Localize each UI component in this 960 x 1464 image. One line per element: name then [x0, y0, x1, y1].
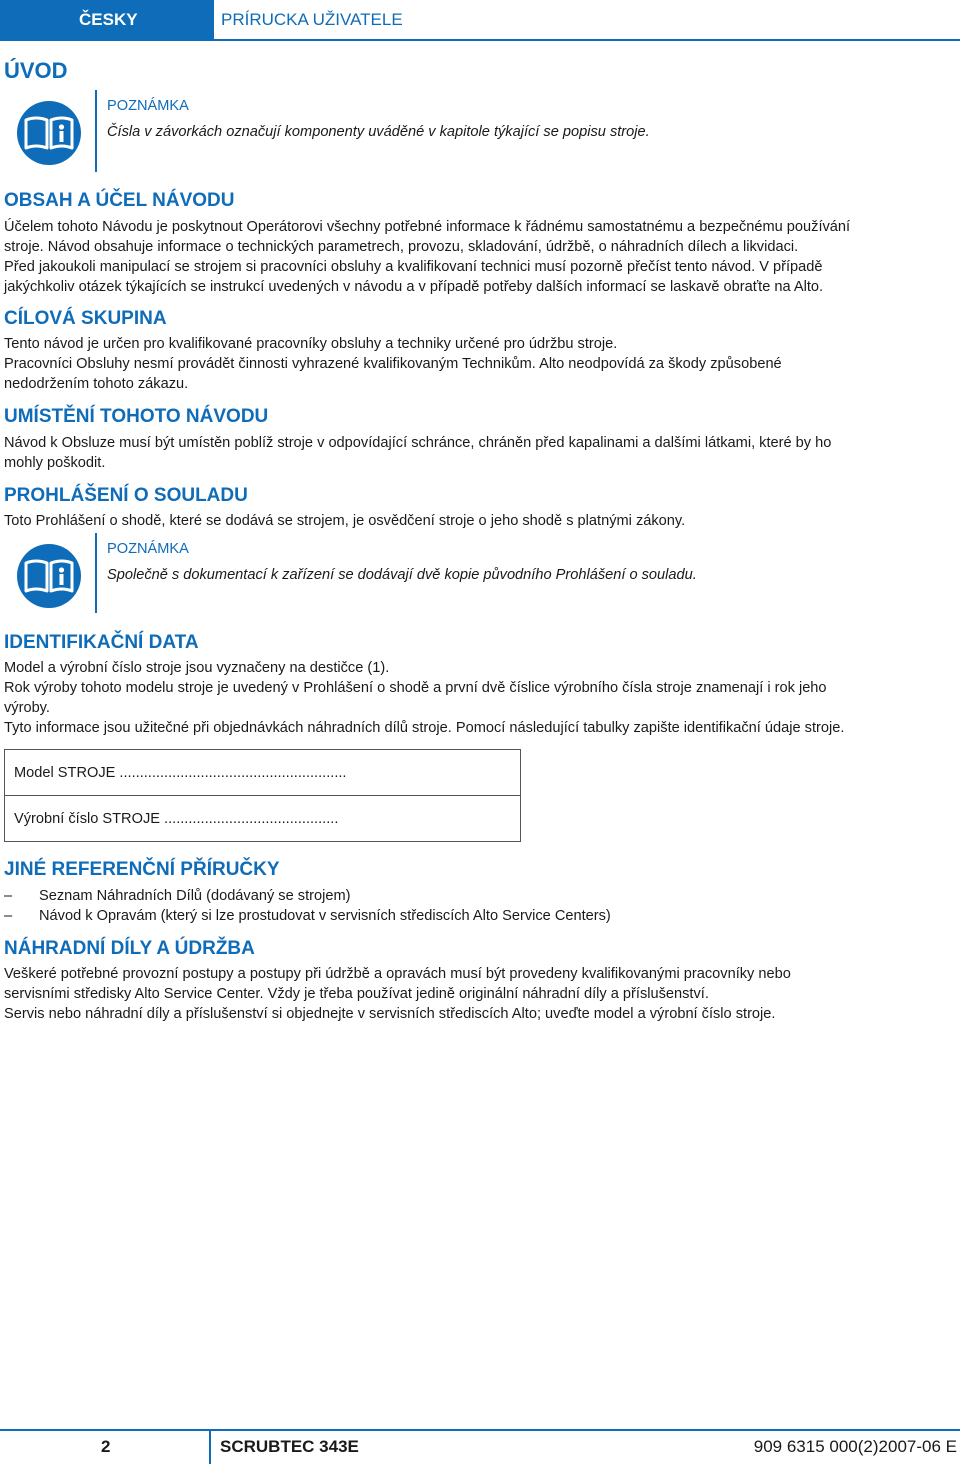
note-label: POZNÁMKA [107, 98, 189, 114]
text-line: Účelem tohoto Návodu je poskytnout Operátorovi všechny potřebné informace k řádnému samostatnému a bezpečnému používání [4, 219, 851, 235]
conformity-paragraph [4, 511, 956, 531]
text-line: Tento návod je určen pro kvalifikované pracovníky obsluhy a techniky určené pro údržbu stroje. [4, 336, 618, 352]
purpose-paragraph [4, 217, 956, 297]
text-line: Návod k Obsluze musí být umístěn poblíž stroje v odpovídající schránce, chráněn před kapalinami a dalšími látkami, které by ho [4, 435, 832, 451]
spare-parts-paragraph [4, 964, 956, 1024]
text-line: výroby. [4, 700, 50, 716]
text-line: Model a výrobní číslo stroje jsou vyznačeny na destičce (1). [4, 660, 390, 676]
footer-separator [209, 1431, 211, 1464]
page-number: 2 [101, 1437, 111, 1456]
manual-info-icon [16, 543, 82, 609]
location-title: UMÍSTĚNÍ TOHOTO NÁVODU [4, 406, 269, 427]
note-divider [95, 533, 97, 613]
list-item-text: Seznam Náhradních Dílů (dodávaný se strojem) [39, 888, 351, 904]
text-line: servisními středisky Alto Service Center. Vždy je třeba používat jedině originální náhradní díly a příslušenství. [4, 986, 709, 1002]
text-line: Před jakoukoli manipulací se strojem si pracovníci obsluhy a kvalifikovaní technici musí pozorně přečíst tento návod. V případě [4, 259, 823, 275]
target-group-title: CÍLOVÁ SKUPINA [4, 308, 167, 329]
manual-info-icon [16, 100, 82, 166]
text-line: Pracovníci Obsluhy nesmí provádět činnosti vyhrazené kvalifikovaným Technikům. Alto neodpovídá za škody způsobené [4, 356, 782, 372]
identification-title: IDENTIFIKAČNÍ DATA [4, 632, 199, 653]
target-group-paragraph [4, 334, 956, 394]
text-line: stroje. Návod obsahuje informace o technických parametrech, provozu, skladování, údržbě, o náhradních dílech a likvidaci. [4, 239, 799, 255]
header-divider [0, 39, 960, 41]
text-line: nedodržením tohoto zákazu. [4, 376, 189, 392]
list-item [4, 906, 611, 926]
identification-paragraph [4, 658, 956, 738]
text-line: Tyto informace jsou užitečné při objednávkách náhradních dílů stroje. Pomocí následující tabulky zapište identifikační údaje stroje. [4, 720, 845, 736]
serial-number-field[interactable]: Výrobní číslo STROJE ........................................... [14, 811, 339, 827]
note-label: POZNÁMKA [107, 541, 189, 557]
other-manuals-title: JINÉ REFERENČNÍ PŘÍRUČKY [4, 859, 280, 880]
intro-title: ÚVOD [4, 58, 68, 83]
document-code: 909 6315 000(2)2007-06 E [753, 1437, 957, 1456]
language-tab: ČESKY [0, 0, 214, 39]
list-item [4, 886, 611, 906]
identification-table [4, 749, 521, 842]
other-manuals-list [4, 886, 611, 926]
text-line: Veškeré potřebné provozní postupy a postupy při údržbě a opravách musí být provedeny kvalifikovanými pracovníky nebo [4, 966, 791, 982]
note-text: Společně s dokumentací k zařízení se dodávají dvě kopie původního Prohlášení o souladu. [107, 567, 697, 583]
conformity-title: PROHLÁŠENÍ O SOULADU [4, 485, 248, 506]
conformity-note [0, 533, 960, 613]
manual-title: PRÍRUCKA UŽIVATELE [221, 10, 403, 29]
text-line: jakýchkoliv otázek týkajících se instrukcí uvedených v návodu a v případě potřeby dalších informací se laskavě obraťte na Alto. [4, 279, 824, 295]
text-line: mohly poškodit. [4, 455, 106, 471]
spare-parts-title: NÁHRADNÍ DÍLY A ÚDRŽBA [4, 938, 255, 959]
note-text: Čísla v závorkách označují komponenty uváděné v kapitole týkající se popisu stroje. [107, 124, 650, 140]
purpose-title: OBSAH A ÚČEL NÁVODU [4, 190, 235, 211]
text-line: Servis nebo náhradní díly a příslušenství si objednejte v servisních střediscích Alto; uveďte model a výrobní číslo stroje. [4, 1006, 776, 1022]
model-field[interactable]: Model STROJE ........................................................ [5, 750, 520, 796]
list-dash: – [4, 908, 13, 924]
text-line: Rok výroby tohoto modelu stroje je uvedený v Prohlášení o shodě a první dvě číslice výrobního čísla stroje znamenají i rok jeho [4, 680, 827, 696]
machine-model: SCRUBTEC 343E [220, 1437, 359, 1456]
note-divider [95, 90, 97, 172]
text-line: Toto Prohlášení o shodě, které se dodává se strojem, je osvědčení stroje o jeho shodě s platnými zákony. [4, 513, 686, 529]
list-item-text: Návod k Opravám (který si lze prostudovat v servisních střediscích Alto Service Centers) [39, 908, 611, 924]
location-paragraph [4, 433, 956, 473]
list-dash: – [4, 888, 13, 904]
footer-divider [0, 1429, 960, 1431]
intro-note [0, 90, 960, 172]
